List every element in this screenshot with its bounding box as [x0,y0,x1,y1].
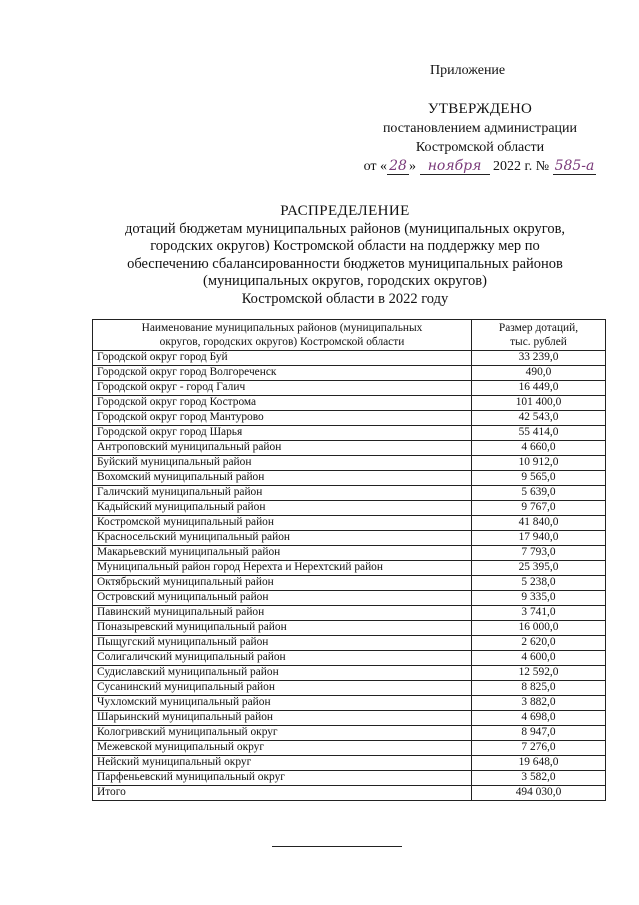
title-line: обеспечению сбалансированности бюджетов муниципальных районов [127,255,563,272]
municipality-name-cell: Буйский муниципальный район [93,456,472,471]
subsidy-amount-cell: 42 543,0 [472,411,606,426]
table-row [93,486,606,501]
municipality-name-cell: Городской округ город Буй [93,351,472,366]
appendix-label: Приложение [430,63,506,78]
municipality-name-cell: Городской округ город Кострома [93,396,472,411]
approval-block [340,100,620,176]
table-row [93,756,606,771]
table-row [93,396,606,411]
municipality-name-cell: Парфеньевский муниципальный округ [93,771,472,786]
subsidy-amount-cell: 8 947,0 [472,726,606,741]
subsidy-amount-cell: 3 882,0 [472,696,606,711]
table-row [93,426,606,441]
header-name-cell [93,320,472,351]
table-row [93,636,606,651]
municipality-name-cell: Павинский муниципальный район [93,606,472,621]
municipality-name-cell: Кологривский муниципальный округ [93,726,472,741]
municipality-name-cell: Муниципальный район город Нерехта и Нерехтский район [93,561,472,576]
header-value-line: Размер дотаций, [498,322,579,334]
subsidy-amount-cell: 19 648,0 [472,756,606,771]
subsidy-amount-cell: 9 335,0 [472,591,606,606]
municipality-name-cell: Кадыйский муниципальный район [93,501,472,516]
municipality-name-cell: Сусанинский муниципальный район [93,681,472,696]
approval-line-1: постановлением администрации [382,121,578,136]
municipality-name-cell: Поназыревский муниципальный район [93,621,472,636]
subsidy-amount-cell: 16 449,0 [472,381,606,396]
document-title [90,203,600,308]
table-row [93,591,606,606]
title-heading: РАСПРЕДЕЛЕНИЕ [280,203,410,219]
subsidy-amount-cell: 7 276,0 [472,741,606,756]
subsidy-amount-cell: 10 912,0 [472,456,606,471]
municipality-name-cell: Шарьинский муниципальный район [93,711,472,726]
table-row [93,351,606,366]
title-line: (муниципальных округов, городских округов) [203,273,487,289]
table-row [93,666,606,681]
table-row [93,546,606,561]
municipality-name-cell: Городской округ - город Галич [93,381,472,396]
approval-line-2: Костромской области [415,140,545,155]
municipality-name-cell: Островский муниципальный район [93,591,472,606]
subsidy-amount-cell: 101 400,0 [472,396,606,411]
subsidy-amount-cell: 55 414,0 [472,426,606,441]
table-row [93,741,606,756]
municipality-name-cell: Вохомский муниципальный район [93,471,472,486]
municipality-name-cell: Красносельский муниципальный район [93,531,472,546]
approval-date-line [340,157,620,176]
subsidy-amount-cell: 494 030,0 [472,786,606,801]
date-quote-close: » [409,159,417,174]
table-row [93,771,606,786]
municipality-name-cell: Чухломский муниципальный район [93,696,472,711]
subsidy-amount-cell: 5 639,0 [472,486,606,501]
subsidy-amount-cell: 7 793,0 [472,546,606,561]
table-row [93,501,606,516]
table-header-row [93,320,606,351]
subsidy-amount-cell: 490,0 [472,366,606,381]
municipality-name-cell: Солигаличский муниципальный район [93,651,472,666]
table-row [93,651,606,666]
subsidy-table [92,319,606,801]
municipality-name-cell: Межевской муниципальный округ [93,741,472,756]
date-prefix: от « [363,159,388,174]
table-row [93,726,606,741]
subsidy-amount-cell: 12 592,0 [472,666,606,681]
signature-line [272,846,402,847]
municipality-name-cell: Антроповский муниципальный район [93,441,472,456]
table-row [93,381,606,396]
date-year: 2022 г. № [493,159,550,174]
table-row [93,456,606,471]
municipality-name-cell: Октябрьский муниципальный район [93,576,472,591]
subsidy-amount-cell: 3 582,0 [472,771,606,786]
table-row [93,681,606,696]
municipality-name-cell: Итого [93,786,472,801]
municipality-name-cell: Галичский муниципальный район [93,486,472,501]
table-row [93,606,606,621]
subsidy-amount-cell: 33 239,0 [472,351,606,366]
subsidy-amount-cell: 4 698,0 [472,711,606,726]
municipality-name-cell: Городской округ город Волгореченск [93,366,472,381]
header-name-line: Наименование муниципальных районов (муниципальных [141,322,423,334]
municipality-name-cell: Городской округ город Шарья [93,426,472,441]
municipality-name-cell: Макарьевский муниципальный район [93,546,472,561]
table-row [93,366,606,381]
municipality-name-cell: Пыщугский муниципальный район [93,636,472,651]
subsidy-amount-cell: 2 620,0 [472,636,606,651]
subsidy-amount-cell: 25 395,0 [472,561,606,576]
subsidy-amount-cell: 9 767,0 [472,501,606,516]
title-line: Костромской области в 2022 году [241,290,449,307]
table-row [93,696,606,711]
header-value-cell [472,320,606,351]
table-row [93,576,606,591]
subsidy-amount-cell: 41 840,0 [472,516,606,531]
subsidy-amount-cell: 9 565,0 [472,471,606,486]
total-row [93,786,606,801]
handwritten-month: ноября [420,159,490,175]
subsidy-amount-cell: 4 600,0 [472,651,606,666]
municipality-name-cell: Судиславский муниципальный район [93,666,472,681]
subsidy-amount-cell: 17 940,0 [472,531,606,546]
table-row [93,531,606,546]
subsidy-amount-cell: 3 741,0 [472,606,606,621]
title-line: городских округов) Костромской области на поддержку мер по [150,238,540,254]
subsidy-amount-cell: 8 825,0 [472,681,606,696]
table-row [93,441,606,456]
table-row [93,471,606,486]
subsidy-amount-cell: 4 660,0 [472,441,606,456]
title-line: дотаций бюджетам муниципальных районов (муниципальных округов, [124,220,566,237]
table-row [93,711,606,726]
subsidy-amount-cell: 16 000,0 [472,621,606,636]
table-row [93,516,606,531]
table-row [93,561,606,576]
table-row [93,621,606,636]
header-name-line: округов, городских округов) Костромской области [159,336,405,348]
municipality-name-cell: Нейский муниципальный округ [93,756,472,771]
approval-heading: УТВЕРЖДЕНО [427,101,533,117]
table-row [93,411,606,426]
handwritten-day: 28 [387,159,409,175]
handwritten-doc-number: 585-а [554,158,595,174]
header-value-line: тыс. рублей [510,336,567,348]
municipality-name-cell: Костромской муниципальный район [93,516,472,531]
municipality-name-cell: Городской округ город Мантурово [93,411,472,426]
subsidy-amount-cell: 5 238,0 [472,576,606,591]
